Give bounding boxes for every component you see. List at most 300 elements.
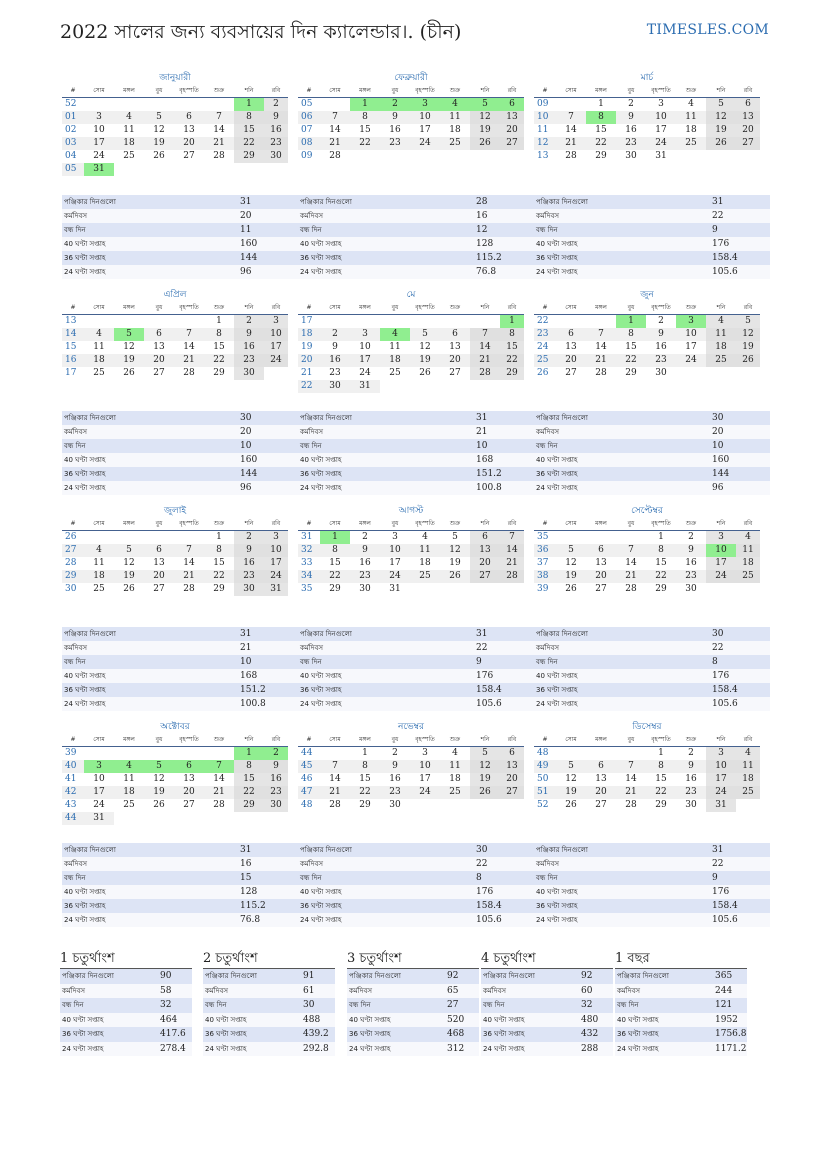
stat-label: বন্ধ দিন — [64, 442, 86, 450]
day-cell: 4 — [380, 328, 410, 341]
stat-value: 480 — [581, 1014, 599, 1025]
week-row — [62, 786, 288, 799]
day-cell: 20 — [586, 570, 616, 583]
week-number: 05 — [62, 163, 84, 176]
day-cell: 14 — [625, 558, 637, 568]
day-cell — [174, 315, 204, 329]
month-table — [534, 733, 760, 812]
day-cell — [114, 163, 144, 176]
stat-row — [298, 195, 534, 209]
day-cell: 10 — [646, 111, 676, 124]
stat-label: 40 ঘণ্টা সপ্তাহ — [205, 1015, 247, 1024]
week-number: 26 — [65, 532, 77, 542]
stat-value: 30 — [240, 413, 252, 423]
stat-label: 40 ঘণ্টা সপ্তাহ — [536, 672, 578, 680]
month-table — [298, 733, 524, 812]
week-row — [534, 747, 760, 761]
week-row — [534, 570, 760, 583]
day-cell: 9 — [676, 760, 706, 773]
day-cell: 2 — [234, 531, 264, 545]
weekday-header: শুক্র — [204, 517, 234, 531]
weekday-header: বুধ — [616, 84, 646, 98]
week-number: 50 — [537, 774, 549, 784]
stat-label: 36 ঘণ্টা সপ্তাহ — [300, 254, 342, 262]
day-cell: 24 — [264, 570, 288, 583]
week-number: 02 — [65, 125, 77, 135]
month-calendar — [62, 721, 288, 825]
stat-label: 40 ঘণ্টা সপ্তাহ — [536, 240, 578, 248]
stat-row — [62, 843, 298, 857]
stat-label: বন্ধ দিন — [300, 442, 322, 450]
stat-value: 21 — [240, 643, 252, 653]
week-number: 11 — [537, 125, 549, 135]
weekday-header: রবি — [736, 517, 760, 531]
week-row — [534, 111, 760, 124]
week-number: 46 — [301, 774, 313, 784]
day-cell: 9 — [332, 342, 338, 352]
day-cell: 16 — [264, 124, 288, 137]
week-number: 07 — [301, 125, 313, 135]
stat-row — [62, 411, 298, 425]
week-row — [62, 570, 288, 583]
stat-value: 105.6 — [476, 915, 502, 925]
day-cell: 8 — [204, 544, 234, 557]
week-number: 37 — [537, 558, 549, 568]
week-number: 08 — [298, 137, 320, 150]
stat-label: পঞ্জিকার দিনগুলো — [64, 414, 116, 422]
day-cell: 12 — [153, 125, 165, 135]
week-number: 30 — [65, 584, 77, 594]
stat-value: 65 — [447, 985, 459, 996]
stat-row — [62, 627, 298, 641]
day-cell: 13 — [595, 558, 607, 568]
month-name: মে — [406, 290, 416, 300]
day-cell: 26 — [419, 368, 431, 378]
day-cell: 3 — [676, 315, 706, 329]
day-cell: 2 — [320, 328, 350, 341]
weekday-header: # — [298, 301, 320, 315]
stat-value: 31 — [476, 413, 488, 423]
day-cell: 10 — [264, 328, 288, 341]
day-cell: 18 — [380, 354, 410, 367]
day-cell: 30 — [264, 150, 288, 163]
day-cell: 1 — [216, 316, 222, 326]
stat-value: 1171.2 — [715, 1043, 747, 1054]
weekday-header: শনি — [234, 733, 264, 747]
day-cell: 27 — [183, 151, 195, 161]
stat-row — [534, 265, 770, 279]
day-cell: 28 — [213, 800, 225, 810]
day-cell: 5 — [556, 544, 586, 557]
weekday-header: বৃহস্পতি — [410, 84, 440, 98]
day-cell — [410, 315, 440, 329]
stat-row — [615, 1042, 747, 1057]
week-row — [534, 124, 760, 137]
week-number: 26 — [537, 368, 549, 378]
stat-label: 24 ঘণ্টা সপ্তাহ — [205, 1044, 247, 1053]
week-number: 13 — [537, 151, 549, 161]
day-cell: 23 — [380, 137, 410, 150]
month-table — [298, 301, 524, 393]
weekday-header: সোম — [556, 84, 586, 98]
week-number: 38 — [534, 570, 556, 583]
week-number: 18 — [298, 328, 320, 341]
stat-label: বন্ধ দিন — [205, 1001, 227, 1009]
stat-row — [62, 655, 298, 669]
stat-value: 144 — [240, 253, 258, 263]
day-cell: 13 — [449, 342, 461, 352]
day-cell: 15 — [595, 125, 607, 135]
stat-label: 24 ঘণ্টা সপ্তাহ — [64, 484, 106, 492]
day-cell: 24 — [93, 151, 105, 161]
day-cell: 29 — [500, 367, 524, 380]
stat-label: বন্ধ দিন — [536, 226, 558, 234]
week-row — [298, 367, 524, 380]
stat-label: 36 ঘণ্টা সপ্তাহ — [536, 902, 578, 910]
day-cell — [114, 812, 144, 825]
stat-row — [481, 998, 613, 1013]
day-cell: 4 — [84, 328, 114, 341]
day-cell — [350, 315, 380, 329]
day-cell: 26 — [123, 584, 135, 594]
day-cell: 24 — [706, 786, 736, 799]
day-cell — [440, 583, 470, 596]
weekday-header: শনি — [706, 84, 736, 98]
stat-value: 158.4 — [712, 253, 738, 263]
day-cell: 18 — [114, 137, 144, 150]
weekday-header: শুক্র — [676, 733, 706, 747]
day-cell: 8 — [320, 544, 350, 557]
day-cell: 12 — [565, 774, 577, 784]
stat-value: 22 — [712, 859, 724, 869]
day-cell — [440, 380, 470, 393]
day-cell: 13 — [595, 774, 607, 784]
stat-value: 115.2 — [476, 253, 502, 263]
quarter-title: 1 চতুর্থাংশ — [60, 950, 192, 969]
day-cell: 5 — [706, 98, 736, 112]
weekday-header: মঙ্গল — [350, 517, 380, 531]
day-cell — [556, 531, 586, 545]
day-cell: 26 — [565, 584, 577, 594]
brand-link[interactable]: TIMESLES.COM — [646, 22, 769, 38]
stat-label: 40 ঘণ্টা সপ্তাহ — [64, 672, 106, 680]
stat-row — [481, 969, 613, 984]
day-cell: 19 — [736, 341, 760, 354]
day-cell — [174, 98, 204, 112]
day-cell — [264, 367, 288, 380]
day-cell: 21 — [320, 137, 350, 150]
day-cell: 21 — [204, 786, 234, 799]
stat-label: কর্মদিবস — [300, 212, 323, 220]
day-cell: 6 — [174, 760, 204, 773]
day-cell: 6 — [440, 328, 470, 341]
week-number: 40 — [62, 760, 84, 773]
week-row — [62, 583, 288, 596]
day-cell: 24 — [646, 137, 676, 150]
stat-value: 100.8 — [240, 699, 266, 709]
stat-row — [298, 697, 534, 711]
day-cell — [410, 799, 440, 812]
weekday-header: # — [534, 301, 556, 315]
weekday-header: শুক্র — [440, 517, 470, 531]
stat-label: বন্ধ দিন — [349, 1001, 371, 1009]
day-cell: 2 — [628, 99, 634, 109]
week-number: 48 — [537, 748, 549, 758]
weekday-header: # — [298, 84, 320, 98]
month-stats — [62, 195, 298, 279]
day-cell — [84, 747, 114, 761]
day-cell: 3 — [658, 99, 664, 109]
day-cell: 11 — [706, 328, 736, 341]
stat-value: 439.2 — [303, 1029, 329, 1039]
stat-row — [534, 467, 770, 481]
day-cell: 4 — [736, 747, 760, 761]
stat-row — [62, 223, 298, 237]
day-cell: 20 — [174, 786, 204, 799]
stat-row — [298, 439, 534, 453]
stat-value: 1952 — [715, 1014, 738, 1025]
weekday-header: রবি — [264, 733, 288, 747]
month-name: আগস্ট — [398, 506, 424, 516]
day-cell — [114, 747, 144, 761]
stat-label: 36 ঘণ্টা সপ্তাহ — [64, 686, 106, 694]
weekday-header: মঙ্গল — [114, 301, 144, 315]
weekday-header: শুক্র — [676, 301, 706, 315]
weekday-header: শনি — [706, 301, 736, 315]
stat-label: 36 ঘণ্টা সপ্তাহ — [64, 254, 106, 262]
month-table — [534, 517, 760, 596]
day-cell — [706, 367, 736, 380]
weekday-header: # — [62, 84, 84, 98]
day-cell: 5 — [556, 760, 586, 773]
week-row — [298, 747, 524, 761]
day-cell: 27 — [736, 137, 760, 150]
day-cell: 10 — [410, 111, 440, 124]
week-row — [298, 760, 524, 773]
day-cell: 24 — [706, 570, 736, 583]
stat-value: 92 — [581, 971, 593, 981]
day-cell — [500, 799, 524, 812]
quarter-summary — [615, 950, 747, 1056]
day-cell: 23 — [646, 354, 676, 367]
stat-row — [615, 1013, 747, 1028]
day-cell: 8 — [350, 760, 380, 773]
day-cell — [264, 812, 288, 825]
stat-label: কর্মদিবস — [536, 212, 559, 220]
week-row — [534, 367, 760, 380]
stat-row — [298, 411, 534, 425]
week-number: 35 — [537, 532, 549, 542]
day-cell: 3 — [422, 748, 428, 758]
day-cell: 31 — [84, 812, 114, 825]
stat-label: 24 ঘণ্টা সপ্তাহ — [300, 916, 342, 924]
day-cell: 22 — [234, 786, 264, 799]
day-cell — [174, 163, 204, 176]
day-cell: 12 — [706, 111, 736, 124]
stat-row — [298, 885, 534, 899]
week-row — [298, 531, 524, 545]
week-row — [534, 150, 760, 163]
stat-label: 36 ঘণ্টা সপ্তাহ — [536, 254, 578, 262]
month-calendar — [62, 289, 288, 380]
stat-value: 176 — [712, 671, 730, 681]
weekday-header: বৃহস্পতি — [410, 517, 440, 531]
week-number: 19 — [301, 342, 313, 352]
stat-value: 100.8 — [476, 483, 502, 493]
day-cell: 19 — [470, 773, 500, 786]
stat-value: 1756.8 — [715, 1029, 747, 1039]
day-cell: 8 — [234, 760, 264, 773]
stat-value: 417.6 — [160, 1029, 186, 1039]
week-row — [534, 531, 760, 545]
stat-row — [534, 843, 770, 857]
stat-row — [298, 843, 534, 857]
stat-row — [62, 439, 298, 453]
day-cell — [114, 98, 144, 112]
weekday-header: # — [298, 733, 320, 747]
stat-value: 278.4 — [160, 1043, 186, 1054]
stat-value: 9 — [712, 225, 718, 235]
day-cell: 12 — [123, 558, 135, 568]
stat-value: 158.4 — [476, 901, 502, 911]
weekday-header: সোম — [84, 733, 114, 747]
stat-value: 520 — [447, 1014, 465, 1025]
week-number: 44 — [301, 748, 313, 758]
week-number: 15 — [65, 342, 77, 352]
weekday-header: বুধ — [144, 733, 174, 747]
stat-value: 176 — [712, 887, 730, 897]
weekday-header: বৃহস্পতি — [174, 301, 204, 315]
day-cell: 21 — [586, 354, 616, 367]
stat-label: কর্মদিবস — [536, 428, 559, 436]
day-cell: 6 — [556, 328, 586, 341]
month-calendar — [298, 721, 524, 812]
week-row — [298, 380, 524, 393]
day-cell: 26 — [153, 800, 165, 810]
day-cell — [380, 315, 410, 329]
stat-value: 10 — [240, 657, 252, 667]
stat-label: পঞ্জিকার দিনগুলো — [62, 972, 114, 980]
week-row — [298, 773, 524, 786]
stat-value: 9 — [712, 873, 718, 883]
stat-value: 105.6 — [476, 699, 502, 709]
day-cell: 18 — [736, 773, 760, 786]
weekday-header: বৃহস্পতি — [646, 733, 676, 747]
weekday-header: শনি — [706, 517, 736, 531]
week-row — [534, 786, 760, 799]
week-row — [62, 799, 288, 812]
day-cell: 24 — [410, 786, 440, 799]
day-cell: 17 — [685, 342, 697, 352]
weekday-header: মঙ্গল — [114, 517, 144, 531]
quarter-summary — [203, 950, 335, 1056]
day-cell: 16 — [264, 773, 288, 786]
stat-value: 105.6 — [712, 915, 738, 925]
stat-value: 11 — [240, 225, 252, 235]
week-row — [298, 150, 524, 163]
stat-row — [534, 871, 770, 885]
day-cell: 9 — [234, 544, 264, 557]
stat-value: 105.6 — [712, 699, 738, 709]
day-cell: 13 — [500, 760, 524, 773]
stat-value: 365 — [715, 971, 733, 981]
stat-label: 36 ঘণ্টা সপ্তাহ — [536, 686, 578, 694]
day-cell: 12 — [153, 774, 165, 784]
stat-row — [298, 265, 534, 279]
day-cell: 23 — [234, 354, 264, 367]
month-calendar — [298, 505, 524, 596]
month-table — [62, 517, 288, 596]
month-name: এপ্রিল — [163, 290, 187, 300]
day-cell — [84, 98, 114, 112]
day-cell: 14 — [625, 774, 637, 784]
stat-label: পঞ্জিকার দিনগুলো — [64, 630, 116, 638]
stat-row — [62, 913, 298, 927]
stat-row — [534, 223, 770, 237]
day-cell: 19 — [144, 137, 174, 150]
stat-value: 488 — [303, 1014, 321, 1025]
stat-value: 128 — [476, 239, 494, 249]
day-cell: 29 — [655, 584, 667, 594]
day-cell: 21 — [556, 137, 586, 150]
day-cell: 9 — [646, 328, 676, 341]
week-number: 35 — [301, 584, 313, 594]
day-cell — [204, 812, 234, 825]
day-cell: 16 — [655, 342, 667, 352]
day-cell: 13 — [153, 558, 165, 568]
weekday-header: সোম — [556, 301, 586, 315]
day-cell: 20 — [144, 570, 174, 583]
stat-label: কর্মদিবস — [205, 986, 228, 995]
stat-label: 24 ঘণ্টা সপ্তাহ — [64, 700, 106, 708]
stat-row — [60, 1013, 192, 1028]
week-number: 09 — [537, 99, 549, 109]
day-cell: 22 — [646, 786, 676, 799]
week-row — [62, 328, 288, 341]
month-name: অক্টোবর — [160, 722, 190, 732]
day-cell — [380, 380, 410, 393]
stat-value: 128 — [240, 887, 258, 897]
week-row — [62, 98, 288, 112]
month-stats — [534, 843, 770, 927]
day-cell: 28 — [565, 151, 577, 161]
day-cell: 1 — [616, 315, 646, 329]
month-name: জুন — [640, 290, 654, 300]
day-cell — [410, 583, 440, 596]
day-cell: 31 — [350, 380, 380, 393]
stat-row — [347, 984, 479, 999]
stat-value: 115.2 — [240, 901, 266, 911]
stat-row — [534, 237, 770, 251]
day-cell: 18 — [706, 341, 736, 354]
day-cell: 14 — [329, 774, 341, 784]
day-cell: 28 — [625, 584, 637, 594]
stat-label: 40 ঘণ্টা সপ্তাহ — [483, 1015, 525, 1024]
day-cell — [706, 583, 736, 596]
stat-value: 22 — [476, 859, 488, 869]
stat-value: 160 — [240, 455, 258, 465]
day-cell — [204, 747, 234, 761]
stat-value: 121 — [715, 1000, 733, 1010]
stat-row — [60, 984, 192, 999]
week-number: 13 — [65, 316, 77, 326]
stat-row — [62, 669, 298, 683]
stat-value: 27 — [447, 1000, 459, 1010]
week-number: 32 — [298, 544, 320, 557]
stat-row — [62, 871, 298, 885]
weekday-header: শনি — [470, 301, 500, 315]
stat-value: 92 — [447, 971, 459, 981]
